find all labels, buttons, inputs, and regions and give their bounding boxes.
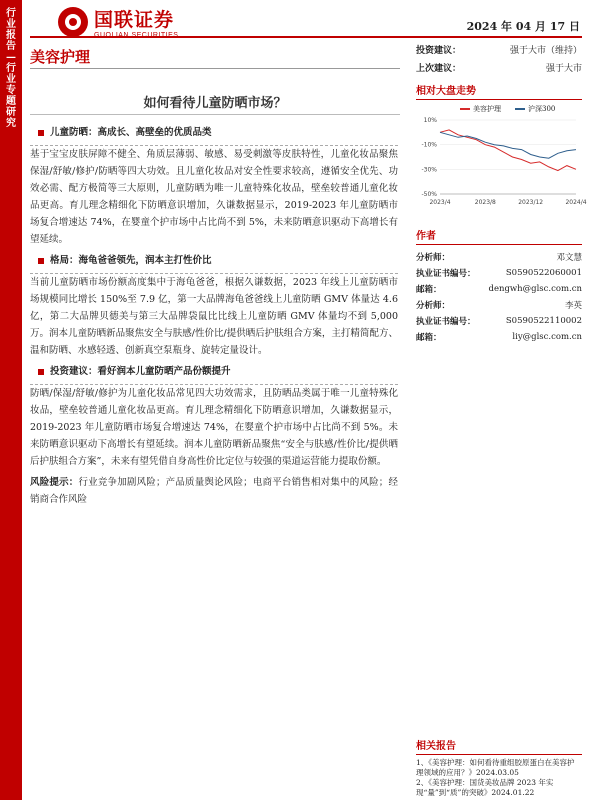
legend-item: 美容护理 (460, 104, 501, 114)
section-paragraph: 当前儿童防晒市场份额高度集中于海龟爸爸，根据久谦数据，2023 年线上儿童防晒市场规模同比增长 150%至 7.9 亿，第一大品牌海龟爸爸线上儿童防晒 GMV 体量达 4.6 亿，第二大品牌贝德美与第三大品牌袋鼠比比线上儿童防晒 GMV 体量均不到 5,000 万。润本儿童防晒新品聚焦安全与肤感/性价比/提供晒后护肤组合方案，主打精简配方、温和防晒、水感轻透、创新真空泵瓶身、旋转定量设计。 (30, 277, 398, 356)
section-paragraph: 基于宝宝皮肤屏障不健全、角质层薄弱、敏感、易受刺激等皮肤特性，儿童化妆品聚焦保湿/舒敏/修护/防晒等四大功效。且儿童化妆品对安全性要求较高，遵循安全优先、功效必需、配方极简等三大原则，儿童防晒为唯一儿童特殊化妆品，壁垒较普通儿童化妆品更高。育儿理念精细化下防晒意识增加，久谦数据显示，2019-2023 年儿童防晒市场复合增速达 74%，在婴童个护市场中占比尚不到 5%，未来防晒意识驱动下高增长有望延续。 (30, 149, 398, 245)
authors-list (416, 249, 582, 345)
relative-performance-chart (416, 114, 587, 214)
author-row (416, 249, 582, 265)
author-row (416, 281, 582, 297)
author-key: 执业证书编号： (416, 317, 476, 327)
author-key: 分析师： (416, 301, 451, 311)
section (30, 124, 398, 248)
author-value: S0590522060001 (505, 268, 582, 278)
report-title: 如何看待儿童防晒市场？ (143, 96, 287, 111)
brand-logo (58, 4, 178, 40)
report-date: 2024 年 04 月 17 日 (466, 20, 580, 33)
square-bullet-icon (38, 369, 44, 375)
risk-label: 风险提示： (30, 477, 79, 488)
main-content (30, 120, 398, 508)
author-value: dengwh@glsc.com.cn (488, 284, 582, 294)
y-tick-label: -50% (421, 191, 437, 198)
author-key: 分析师： (416, 253, 451, 263)
risk-text: 行业竞争加剧风险；产品质量舆论风险；电商平台销售相对集中的风险；经销商合作风险 (30, 477, 398, 505)
related-item: 2、《美容护理：国货美妆品牌 2023 年实现“量”到“质”的突破》2024.01.22 (416, 778, 554, 797)
sidebar (0, 0, 22, 800)
rating-row: 投资建议： 强于大市（维持） (416, 45, 582, 56)
y-tick-label: 10% (423, 117, 437, 124)
author-value: 李英 (564, 301, 582, 311)
x-tick-label: 2024/4 (565, 199, 587, 206)
logo-icon (58, 7, 88, 37)
y-tick-label: -10% (421, 141, 437, 149)
x-tick-label: 2023/4 (429, 199, 451, 206)
legend-swatch (515, 108, 525, 110)
logo-cn: 国联证券 (94, 9, 175, 31)
square-bullet-icon (38, 130, 44, 136)
category-divider (30, 68, 400, 69)
author-key: 邮箱： (416, 333, 442, 343)
legend-item: 沪深300 (515, 104, 555, 114)
x-tick-label: 2023/8 (474, 199, 496, 206)
author-row (416, 313, 582, 329)
rating-row: 上次建议： 强于大市 (416, 63, 582, 74)
header-divider (30, 36, 582, 38)
author-key: 邮箱： (416, 285, 442, 295)
related-item: 1、《美容护理：如何看待重组胶原蛋白在美容护理领域的应用？》2024.03.05 (416, 758, 575, 777)
legend-swatch (460, 108, 470, 110)
right-panel (416, 40, 587, 345)
sidebar-text: 行业报告—行业专题研究 (6, 8, 16, 129)
author-key: 执业证书编号： (416, 269, 476, 279)
chart-title: 相对大盘走势 (416, 82, 582, 100)
author-row (416, 265, 582, 281)
square-bullet-icon (38, 258, 44, 264)
section-heading: 投资建议：看好润本儿童防晒产品份额提升 (30, 363, 398, 380)
author-row (416, 329, 582, 345)
author-row (416, 297, 582, 313)
related-heading: 相关报告 (416, 742, 582, 755)
series-line (440, 130, 576, 171)
author-value: 邓文慧 (556, 253, 582, 263)
authors-heading: 作者 (416, 227, 582, 245)
related-reports (416, 736, 582, 798)
title-divider (30, 114, 400, 115)
y-tick-label: -30% (421, 166, 437, 174)
risk-notice (30, 474, 398, 508)
section (30, 363, 398, 470)
report-category: 美容护理 (30, 48, 91, 66)
author-value: S0590522110002 (505, 316, 582, 326)
x-tick-label: 2023/12 (518, 199, 544, 206)
section-heading: 儿童防晒：高成长、高壁垒的优质品类 (30, 124, 398, 141)
author-value: liy@glsc.com.cn (512, 332, 582, 342)
section-heading: 格局：海龟爸爸领先，润本主打性价比 (30, 252, 398, 269)
chart-legend (460, 104, 582, 114)
section (30, 252, 398, 359)
section-paragraph: 防晒/保湿/舒敏/修护为儿童化妆品常见四大功效需求，且防晒品类属于唯一儿童特殊化妆品，壁垒较普通儿童化妆品更高。育儿理念精细化下防晒意识增加，久谦数据显示，2019-2023 年儿童防晒市场复合增速达 74%，在婴童个护市场中占比尚不到 5%。未来防晒意识驱动下高增长有望延续。润本儿童防晒新品聚焦“安全与肤感/性价比/提供晒后护肤组合方案”，未来有望凭借自身高性价比定位与较强的渠道运营能力提取份额。 (30, 388, 398, 467)
